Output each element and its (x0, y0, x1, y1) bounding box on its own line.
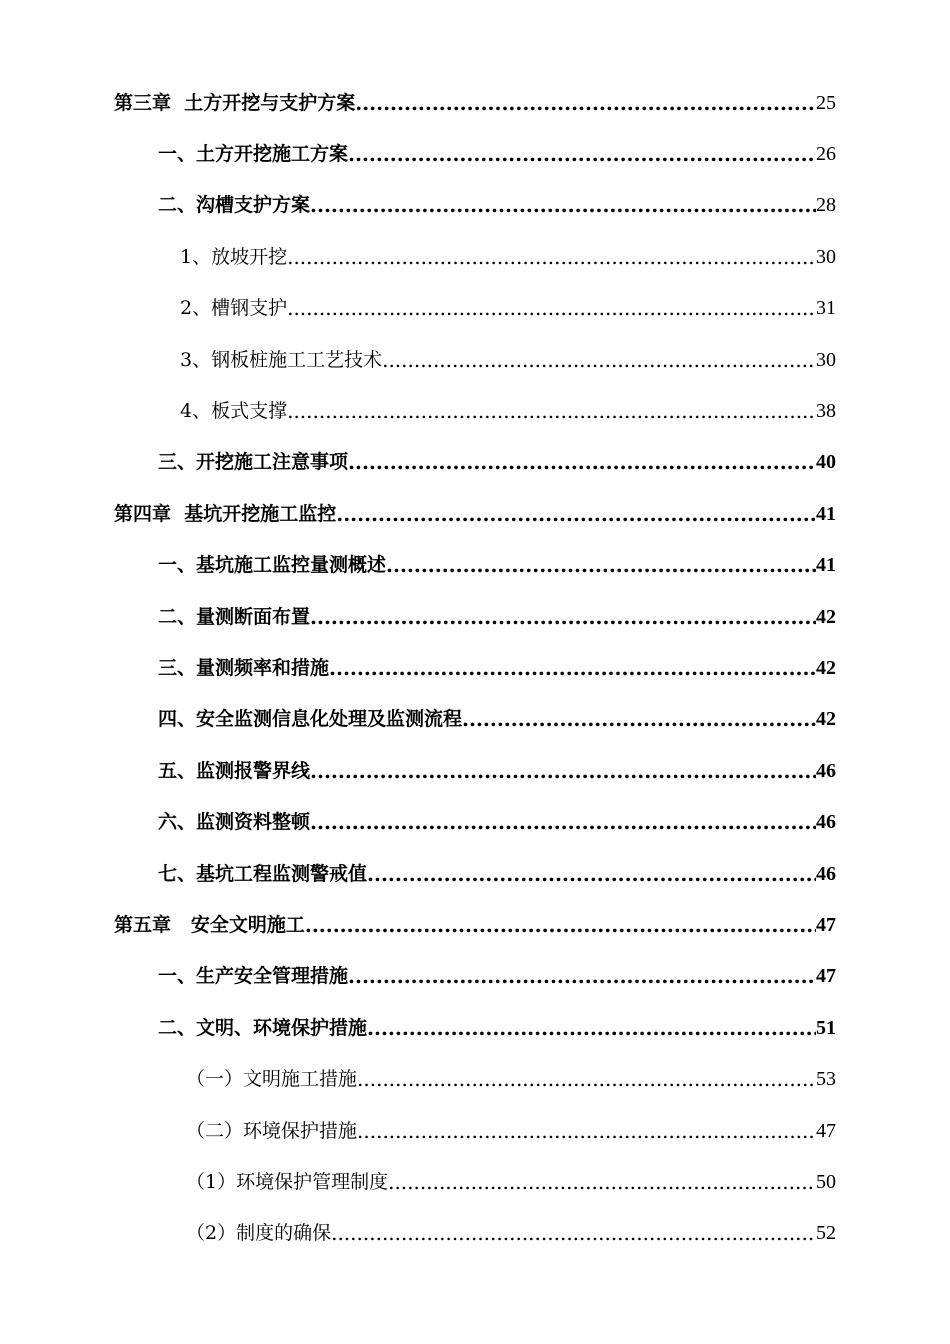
toc-entry-page-number: 30 (816, 348, 836, 371)
toc-entry-title: 第三章 土方开挖与支护方案 (114, 91, 356, 114)
toc-leader-dots (357, 1067, 816, 1091)
toc-entry-page-number: 51 (816, 1016, 836, 1039)
toc-entry-page-number: 25 (816, 91, 836, 114)
toc-leader-dots (348, 450, 816, 474)
toc-entry-page-number: 28 (816, 194, 836, 217)
toc-leader-dots (287, 296, 816, 320)
toc-entry-page-number: 30 (816, 245, 836, 268)
toc-entry-page-number: 47 (816, 965, 836, 988)
toc-entry-title: 第四章 基坑开挖施工监控 (114, 502, 337, 525)
toc-entry-page-number: 46 (816, 862, 836, 885)
toc-entry[interactable] (0, 642, 950, 693)
toc-entry-page-number: 52 (816, 1222, 836, 1245)
toc-entry[interactable] (0, 848, 950, 899)
toc-leader-dots (367, 862, 816, 886)
toc-entry-page-number: 53 (816, 1068, 836, 1091)
toc-entry-title: （一）文明施工措施 (186, 1068, 358, 1091)
toc-entry-page-number: 41 (816, 554, 836, 577)
toc-entry[interactable] (0, 540, 950, 591)
toc-leader-dots (348, 964, 816, 988)
toc-entry-page-number: 42 (816, 708, 836, 731)
toc-entry-title: 三、量测频率和措施 (158, 656, 330, 679)
toc-leader-dots (331, 1221, 816, 1245)
toc-leader-dots (348, 142, 816, 166)
toc-entry-page-number: 41 (816, 502, 836, 525)
toc-entry-page-number: 40 (816, 451, 836, 474)
toc-entry-page-number: 42 (816, 656, 836, 679)
toc-leader-dots (388, 1170, 816, 1194)
toc-entry-title: （2）制度的确保 (186, 1222, 332, 1245)
toc-entry-page-number: 47 (816, 913, 836, 936)
toc-entry-title: 二、沟槽支护方案 (158, 194, 311, 217)
toc-entry[interactable] (0, 1002, 950, 1053)
toc-entry[interactable] (0, 745, 950, 796)
toc-entry-title: 二、文明、环境保护措施 (158, 1016, 368, 1039)
toc-entry[interactable] (0, 437, 950, 488)
toc-leader-dots (310, 193, 816, 217)
toc-leader-dots (329, 656, 816, 680)
toc-entry[interactable] (0, 1053, 950, 1104)
toc-entry[interactable] (0, 1156, 950, 1207)
toc-entry-page-number: 38 (816, 400, 836, 423)
toc-leader-dots (462, 707, 816, 731)
table-of-contents (0, 77, 950, 1259)
toc-entry-page-number: 26 (816, 143, 836, 166)
toc-entry[interactable] (0, 591, 950, 642)
toc-entry[interactable] (0, 385, 950, 436)
toc-entry[interactable] (0, 1105, 950, 1156)
toc-entry-title: 一、土方开挖施工方案 (158, 143, 349, 166)
toc-entry[interactable] (0, 1208, 950, 1259)
toc-leader-dots (357, 1119, 816, 1143)
toc-entry[interactable] (0, 334, 950, 385)
toc-entry-page-number: 46 (816, 759, 836, 782)
toc-leader-dots (310, 810, 816, 834)
toc-entry-page-number: 50 (816, 1170, 836, 1193)
toc-entry-title: 2、槽钢支护 (180, 297, 288, 320)
toc-entry-page-number: 31 (816, 297, 836, 320)
toc-entry[interactable] (0, 899, 950, 950)
toc-leader-dots (355, 91, 816, 115)
toc-entry[interactable] (0, 283, 950, 334)
toc-leader-dots (367, 1016, 816, 1040)
toc-entry-title: 七、基坑工程监测警戒值 (158, 862, 368, 885)
toc-entry-page-number: 47 (816, 1119, 836, 1142)
toc-entry[interactable] (0, 180, 950, 231)
toc-leader-dots (310, 759, 816, 783)
toc-entry-title: 一、基坑施工监控量测概述 (158, 554, 387, 577)
toc-entry-title: 五、监测报警界线 (158, 759, 311, 782)
toc-leader-dots (382, 348, 816, 372)
toc-entry-title: （二）环境保护措施 (186, 1119, 358, 1142)
toc-entry[interactable] (0, 231, 950, 282)
toc-entry-title: 3、钢板桩施工工艺技术 (180, 348, 383, 371)
toc-leader-dots (336, 502, 816, 526)
toc-entry-title: 三、开挖施工注意事项 (158, 451, 349, 474)
toc-entry-page-number: 46 (816, 811, 836, 834)
toc-entry-page-number: 42 (816, 605, 836, 628)
toc-entry[interactable] (0, 796, 950, 847)
toc-leader-dots (386, 553, 816, 577)
toc-entry-title: 一、生产安全管理措施 (158, 965, 349, 988)
toc-leader-dots (305, 913, 816, 937)
toc-leader-dots (287, 399, 816, 423)
toc-entry[interactable] (0, 951, 950, 1002)
toc-entry[interactable] (0, 694, 950, 745)
toc-entry-title: 1、放坡开挖 (180, 245, 288, 268)
toc-entry-title: （1）环境保护管理制度 (186, 1170, 389, 1193)
toc-entry-title: 四、安全监测信息化处理及监测流程 (158, 708, 463, 731)
toc-leader-dots (310, 605, 816, 629)
toc-entry[interactable] (0, 488, 950, 539)
toc-entry-title: 4、板式支撑 (180, 400, 288, 423)
toc-entry[interactable] (0, 77, 950, 128)
toc-entry-title: 六、监测资料整顿 (158, 811, 311, 834)
toc-leader-dots (287, 245, 816, 269)
toc-entry-title: 二、量测断面布置 (158, 605, 311, 628)
toc-entry[interactable] (0, 128, 950, 179)
toc-entry-title: 第五章 安全文明施工 (114, 913, 305, 936)
